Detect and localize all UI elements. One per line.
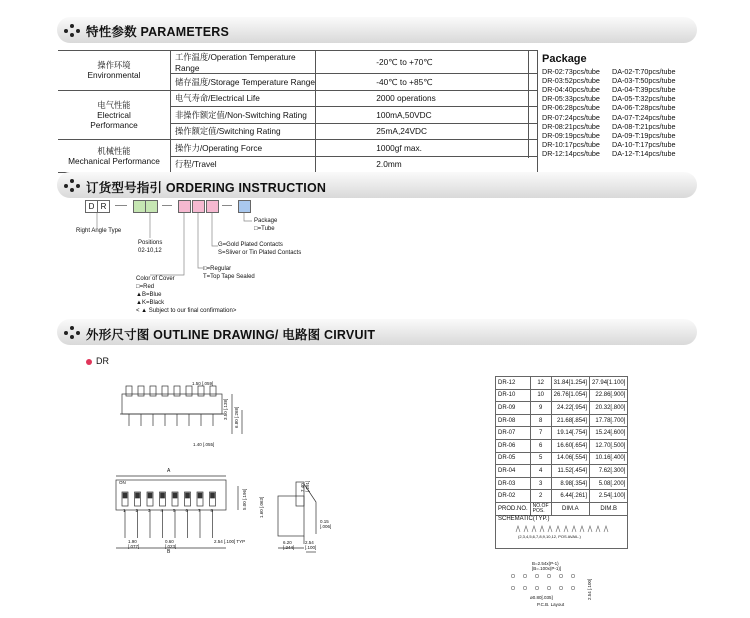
dim-b: 22.86[.900] [590,389,628,402]
dim-620: 6.20 [.244] [283,540,295,550]
pcb-hole [535,586,539,590]
pcb-hole [523,574,527,578]
color-item: ▲K=Black [136,300,165,306]
param-value: 100mA,50VDC [316,107,538,124]
package-da: DA-07-T:24pcs/tube [612,112,676,122]
positions-values: 02-10,12 [138,248,162,254]
dim-pos: 12 [530,377,551,390]
dim-740: 7.40 [.291] [300,480,310,492]
dim-row [496,465,628,478]
package-dr: DR-04:40pcs/tube [542,84,600,94]
dim-pos: 4 [530,465,551,478]
param-name: 操作额定值/Switching Rating [170,123,315,140]
param-name: 储存温度/Storage Temperature Range [170,74,315,91]
actuator [126,386,132,396]
dim-160: 1.60 [.063] [259,496,264,518]
pcb-hole [511,574,515,578]
dim-b: 2.54[.100] [590,490,628,503]
dim-140: 1.40 [.055] [193,442,215,447]
on-label: ON [119,480,126,485]
package-da: DA-08-T:21pcs/tube [612,121,676,131]
param-name: 行程/Travel [170,156,315,173]
dim-a: 8.98[.354] [551,477,589,490]
switch-knob [186,493,190,498]
dim-060: 0.60 [.023] [165,539,177,549]
package-da: DA-12-T:14pcs/tube [612,149,676,159]
switch-knob [198,493,202,498]
ordering-title: 订货型号指引 ORDERING INSTRUCTION [86,181,327,195]
switch-knob [173,493,177,498]
pcb-pitch-label: 2.54 [.100] [587,578,592,600]
dim-row [496,402,628,415]
dim-a-label: A [167,468,171,474]
dim-b: 7.62[.300] [590,465,628,478]
dim-b: 12.70[.500] [590,439,628,452]
package-dr: DR-05:33pcs/tube [542,94,600,104]
package-dr: DR-02:73pcs/tube [542,66,600,76]
switch-number: 2 [135,508,139,513]
param-value: 2.0mm [316,156,538,173]
package-dr: DR-07:24pcs/tube [542,112,600,122]
pcb-b-label: B=2.54x(P-1) [532,561,559,566]
sealing-item: □=Regular [203,266,232,272]
dim-b: 17.78[.700] [590,414,628,427]
category-en2: Performance [90,119,138,130]
schematic-contact [572,526,576,532]
dim-pos: 7 [530,427,551,440]
package-label: Package [254,218,278,224]
schematic-label: SCHEMATIC(TYP.) [498,515,550,522]
switch-number: 8 [210,508,214,513]
pcb-hole [547,586,551,590]
dots-icon [64,326,82,340]
dim-side-h: 3.50 [.138] [223,398,228,420]
color-title: Color of Cover [136,276,175,282]
actuator [162,386,168,396]
param-value: 1000gf max. [316,140,538,157]
param-value: -20℃ to +70℃ [316,51,538,74]
dim-b: 10.16[.400] [590,452,628,465]
category-en: Electrical [97,109,131,120]
schematic-contact [596,526,600,532]
dim-prod: DR-04 [496,465,531,478]
category-cn: 机械性能 [97,146,131,156]
right-angle-label: Right Angle Type [76,228,122,234]
package-da: DA-06-T:28pcs/tube [612,103,676,113]
header-pos: NO.OF POS. [530,502,551,515]
positions-label: Positions [138,240,163,246]
actuator [198,386,204,396]
package-da: DA-09-T:19pcs/tube [612,130,676,140]
package-da: DA-02-T:70pcs/tube [612,66,676,76]
dim-pos: 10 [530,389,551,402]
schematic-drawing [512,522,612,534]
plating-item: G=Gold Plated Contacts [218,242,283,248]
header-dimb: DIM.B [590,502,628,515]
pcb-hole [523,586,527,590]
param-value: 2000 operations [316,90,538,107]
package-dr: DR-06:28pcs/tube [542,103,600,113]
dim-row [496,377,628,390]
switch-number: 4 [160,508,164,513]
package-da: DA-03-T:50pcs/tube [612,75,676,85]
dim-pos: 3 [530,477,551,490]
param-value: -40℃ to +85℃ [316,74,538,91]
color-item: □=Red [136,284,155,290]
dim-pos: 5 [530,452,551,465]
package-dr: DR-09:19pcs/tube [542,130,600,140]
actuator [138,386,144,396]
pcb-b-label2: [B=.100x(P-1)] [532,566,562,571]
schematic-contact [580,526,584,532]
dim-row [496,452,628,465]
dim-pos: 8 [530,414,551,427]
dim-a: 26.76[1.054] [551,389,589,402]
switch-number: 5 [173,508,176,513]
dim-254b: 2.54 [.100] [305,540,317,550]
dim-a: 21.68[.854] [551,414,589,427]
dim-row [496,477,628,490]
switch-knob [211,493,215,498]
actuator [150,386,156,396]
schematic-contact [548,526,552,532]
switch-knob [161,493,165,498]
outline-title: 外形尺寸图 OUTLINE DRAWING/ 电路图 CIRVUIT [86,328,376,342]
switch-knob [123,493,127,498]
code-box-r: R [97,200,110,213]
schematic-contact [540,526,544,532]
dim-prod: DR-02 [496,490,531,503]
sealing-item: T=Top Tape Sealed [203,274,255,280]
dim-a: 6.44[.261] [551,490,589,503]
dim-b: 27.94[1.100] [590,377,628,390]
plating-item: S=Sliver or Tin Plated Contacts [218,250,302,256]
param-name: 操作力/Operating Force [170,140,315,157]
param-value: 25mA,24VDC [316,123,538,140]
switch-knob [136,493,140,498]
dim-b: 20.32[.800] [590,402,628,415]
dim-prod: DR-12 [496,377,531,390]
pcb-hole [571,586,575,590]
schematic-note: (2,3,4,5,6,7,8,9,10,12, POS AVAIL.) [518,533,581,539]
header-prod: PROD.NO. [496,502,531,515]
schematic-contact [524,526,528,532]
dim-top-pitch: 1.50 [.059] [192,381,214,386]
switch-number: 7 [198,508,201,513]
dim-a: 24.22[.954] [551,402,589,415]
actuator [210,386,216,396]
package-da: DA-04-T:39pcs/tube [612,84,676,94]
switch-number: 1 [123,508,126,513]
package-dr: DR-12:14pcs/tube [542,149,600,159]
dim-a: 31.84[1.254] [551,377,589,390]
pcb-hole-label: ø0.80[.035] [530,595,553,600]
schematic-contact [532,526,536,532]
param-name: 工作温度/Operation Temperature Range [170,51,315,74]
parameters-title: 特性参数 PARAMETERS [86,25,230,39]
category-cn: 操作环境 [97,60,131,71]
color-item: ▲B=Blue [136,292,162,298]
dim-prod: DR-05 [496,452,531,465]
dim-a: 14.06[.554] [551,452,589,465]
param-name: 非操作额定值/Non-Switching Rating [170,107,315,124]
schematic-contact [588,526,592,532]
pcb-hole [571,574,575,578]
color-note: < ▲ Subject to our final confirmation> [136,308,237,314]
dim-prod: DR-03 [496,477,531,490]
pcb-hole [535,574,539,578]
schematic-contact [556,526,560,532]
schematic-contact [604,526,608,532]
actuator [174,386,180,396]
dim-254: 2.54 [.100] TYP [214,539,246,544]
switch-number: 3 [148,508,151,513]
dim-190: 1.90 [.077] [128,539,140,549]
switch-knob [148,493,152,498]
bullet-icon [86,359,92,365]
dimension-table [495,376,628,549]
dim-pos: 2 [530,490,551,503]
dim-prod: DR-10 [496,389,531,402]
schematic-contact [516,526,520,532]
dim-row [496,389,628,402]
dim-side-w: 6.80 [.268] [234,406,239,428]
dim-pos: 9 [530,402,551,415]
dim-pos: 6 [530,439,551,452]
dim-b: 5.08[.200] [590,477,628,490]
package-title: Package [542,52,587,65]
pcb-hole [511,586,515,590]
model-label: DR [96,356,109,366]
package-dr: DR-03:52pcs/tube [542,75,600,85]
dim-b-label: B [167,549,171,555]
package-da: DA-05-T:32pcs/tube [612,94,676,104]
schematic-cell [496,515,628,548]
package-tube: □=Tube [254,226,275,232]
category-cn: 电气性能 [97,99,131,110]
dim-prod: DR-09 [496,402,531,415]
pcb-hole [547,574,551,578]
header-dima: DIM.A [551,502,589,515]
category-en: Environmental [87,70,141,81]
dim-row [496,427,628,440]
switch-number: 6 [185,508,189,513]
param-name: 电气寿命/Electrical Life [170,90,315,107]
package-dr: DR-10:17pcs/tube [542,140,600,150]
pcb-title: P.C.B. Layout [537,602,565,607]
package-da: DA-10-T:17pcs/tube [612,140,676,150]
code-box-d: D [85,200,98,213]
dim-row [496,414,628,427]
schematic-contact [564,526,568,532]
pcb-hole [559,586,563,590]
dim-prod: DR-07 [496,427,531,440]
dim-a: 16.60[.654] [551,439,589,452]
dim-prod: DR-08 [496,414,531,427]
dim-row [496,490,628,503]
category-en: Mechanical Performance [68,156,160,166]
dim-015: 0.15 [.006] [320,519,332,529]
package-dr: DR-08:21pcs/tube [542,121,600,131]
dim-row [496,439,628,452]
dim-prod: DR-06 [496,439,531,452]
dim-a: 19.14[.754] [551,427,589,440]
dim-front-h: 5.00 [.196] [242,488,247,510]
pcb-hole [559,574,563,578]
dim-a: 11.52[.454] [551,465,589,478]
dim-b: 15.24[.600] [590,427,628,440]
actuator [186,386,192,396]
